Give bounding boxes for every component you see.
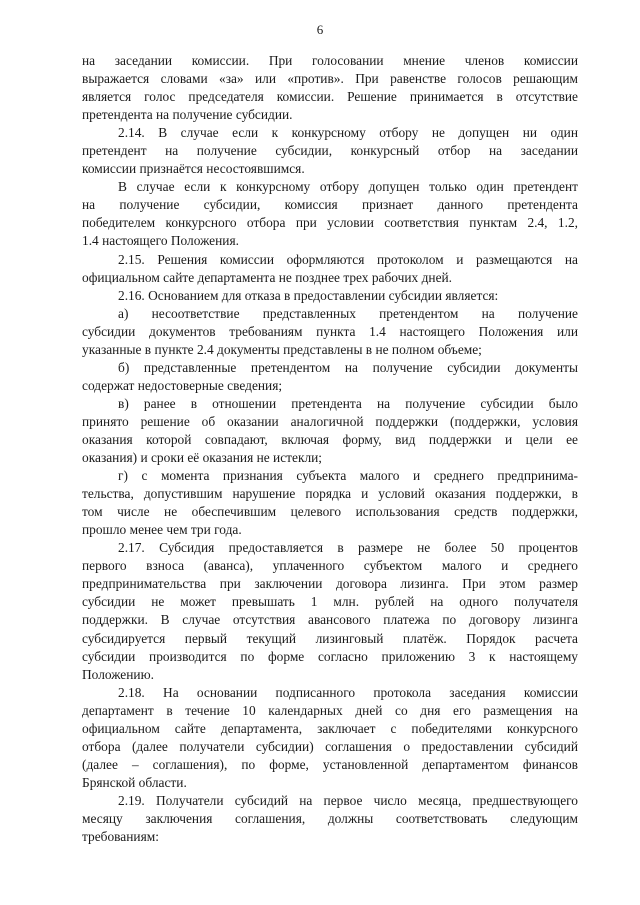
document-body [82,52,578,846]
text-line: первого взноса (аванса), уплаченного субъектом малого и среднего [82,558,578,574]
text-line: отбора (далее получатели субсидии) соглашения о предоставлении субсидий [82,738,578,754]
text-line: б) представленные претендентом на получение субсидии документы [118,359,578,375]
text-line: субсидии производится по форме согласно приложению 3 к настоящему [82,648,578,664]
text-line: выражается словами «за» или «против». При равенстве голосов решающим [82,71,578,87]
text-line: 1.4 настоящего Положения. [82,233,239,249]
text-line: г) с момента признания субъекта малого и среднего предпринима- [118,468,578,484]
text-line: победителем конкурсного отбора при условии соответствия пунктам 2.4, 1.2, [82,215,578,231]
text-line: департамент в течение 10 календарных дней со дня его размещения на [82,702,578,718]
text-line: 2.19. Получатели субсидий на первое число месяца, предшествующего [118,792,578,808]
text-line: претендент на получение субсидии, конкурсный отбор на заседании [82,143,578,159]
text-line: 2.17. Субсидия предоставляется в размере не более 50 процентов [118,540,578,556]
text-line: официальном сайте департамента не позднее трех рабочих дней. [82,269,453,285]
text-line: 2.18. На основании подписанного протокола заседания комиссии [118,684,578,700]
page-number: 6 [316,22,324,37]
text-line: указанные в пункте 2.4 документы представлены в не полном объеме; [82,341,482,357]
paragraph [82,539,578,683]
text-line: предпринимательства при заключении договора лизинга. При этом размер [82,576,578,592]
text-line: субсидируется первый текущий лизинговый платёж. Порядок расчета [82,630,578,646]
text-line: 2.16. Основанием для отказа в предоставлении субсидии является: [118,287,499,303]
paragraph [82,287,578,305]
text-line: 2.14. В случае если к конкурсному отбору не допущен ни один [118,125,578,141]
text-line: является голос председателя комиссии. Решение принимается в отсутствие [82,89,578,105]
text-line: официальном сайте департамента, заключает с победителями конкурсного [82,720,578,736]
text-line: субсидии документов требованиям пункта 1.4 настоящего Положения или [82,323,578,339]
text-line: требованиям: [82,829,159,845]
paragraph [82,52,578,124]
text-line: месяцу заключения соглашения, должны соответствовать следующим [82,810,578,826]
text-line: содержат недостоверные сведения; [82,377,283,393]
text-line: оказания) и сроки её оказания не истекли; [82,450,323,466]
text-line: В случае если к конкурсному отбору допущен только один претендент [118,179,578,195]
text-line: комиссии признаётся несостоявшимся. [82,161,305,177]
paragraph [82,467,578,539]
text-line: на заседании комиссии. При голосовании мнение членов комиссии [82,53,578,68]
text-line: поддержки. В случае отсутствия авансового платежа по договору лизинга [82,612,578,628]
text-line: 2.15. Решения комиссии оформляются протоколом и размещаются на [118,251,578,267]
text-line: прошло менее чем три года. [82,522,242,538]
text-line: оказания которой совпадают, включая форму, вид поддержки и цели ее [82,431,578,447]
paragraph [82,359,578,395]
text-line: на получение субсидии, комиссия признает данного претендента [82,197,578,213]
paragraph [82,124,578,178]
text-line: (далее – соглашения), по форме, установленной департаментом финансов [82,756,578,772]
text-line: претендента на получение субсидии. [82,107,293,123]
paragraph [82,178,578,250]
text-line: субсидии не может превышать 1 млн. рублей на одного получателя [82,594,578,610]
paragraph [82,251,578,287]
paragraph [82,792,578,846]
text-line: тельства, допустившим нарушение порядка и условий оказания поддержки, в [82,486,578,502]
text-line: принято решение об оказании аналогичной поддержки (поддержки, условия [82,413,578,429]
text-line: том числе не обеспечившим целевого использования средств поддержки, [82,504,578,520]
text-line: Положению. [82,666,154,682]
text-line: Брянской области. [82,774,187,790]
text-line: а) несоответствие представленных претендентом на получение [118,305,578,321]
paragraph [82,305,578,359]
text-line: в) ранее в отношении претендента на получение субсидии было [118,395,578,411]
paragraph [82,395,578,467]
paragraph [82,684,578,792]
